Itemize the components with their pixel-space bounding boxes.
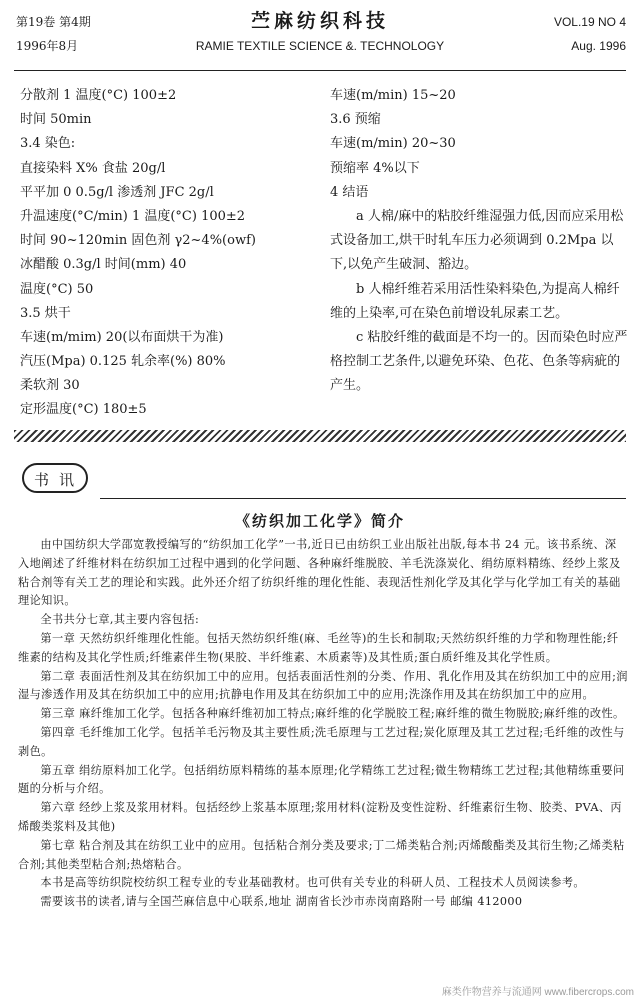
chapter-paragraph: 第二章 表面活性剂及其在纺织加工中的应用。包括表面活性剂的分类、作用、乳化作用及其在纺织加工中的应用;润湿与渗透作用及其在纺织加工中的应用;抗静电作用及其在纺织加工中的应用;洗涤作用及其在纺织加工中的应用。 xyxy=(18,669,628,702)
process-line: 柔软剂 30 xyxy=(20,378,80,394)
process-line: 平平加 0 0.5g/l 渗透剂 JFC 2g/l xyxy=(20,184,214,200)
book-paragraph: 全书共分七章,其主要内容包括: xyxy=(40,613,200,627)
section-divider-band xyxy=(14,430,626,442)
process-line: 冰醋酸 0.3g/l 时间(mm) 40 xyxy=(20,257,187,273)
journal-header xyxy=(0,0,640,72)
chapter-paragraph: 第六章 经纱上浆及浆用材料。包括经纱上浆基本原理;浆用材料(淀粉及变性淀粉、纤维素衍生物、胶类、PVA、丙烯酸类浆料及其他) xyxy=(18,801,623,833)
process-line: 预缩率 4%以下 xyxy=(330,160,420,176)
right-column xyxy=(330,84,630,399)
contact-paragraph: 需要该书的读者,请与全国苎麻信息中心联系,地址 湖南省长沙市赤岗南路附一号 邮编 412000 xyxy=(40,895,523,909)
conclusion-paragraph: a 人棉/麻中的粘胶纤维湿强力低,因而应采用松式设备加工,烘干时轧车压力必须调到 0.2Mpa 以下,以免产生破洞、豁边。 xyxy=(330,208,624,273)
process-line: 车速(m/min) 20~30 xyxy=(330,136,456,152)
chapter-paragraph: 第七章 粘合剂及其在纺织工业中的应用。包括粘合剂分类及要求;丁二烯类粘合剂;丙烯酸酯类及其衍生物;乙烯类粘合剂;其他类型粘合剂;热熔粘合。 xyxy=(18,838,625,871)
journal-title-en: RAMIE TEXTILE SCIENCE &. TECHNOLOGY xyxy=(195,39,445,53)
process-line: 车速(m/min) 15~20 xyxy=(330,88,456,103)
process-line: 分散剂 1 温度(°C) 100±2 xyxy=(20,88,177,103)
volume-en: VOL.19 NO 4 xyxy=(553,15,626,29)
process-line: 直接染料 X% 食盐 20g/l xyxy=(20,160,166,176)
process-line: 时间 50min xyxy=(20,112,92,128)
section-heading: 3.4 染色: xyxy=(20,136,76,152)
process-line: 定形温度(°C) 180±5 xyxy=(20,402,147,418)
book-notice-title: 《纺织加工化学》简介 xyxy=(234,512,405,530)
process-line: 温度(°C) 50 xyxy=(20,281,94,297)
process-line: 车速(m/mim) 20(以布面烘干为准) xyxy=(20,329,224,345)
conclusion-heading: 4 结语 xyxy=(330,184,369,200)
date-en: Aug. 1996 xyxy=(571,39,626,53)
journal-title-cn: 苎麻纺织科技 xyxy=(250,10,389,32)
book-paragraph: 本书是高等纺织院校纺织工程专业的专业基础教材。也可供有关专业的科研人员、工程技术人员阅读参考。 xyxy=(40,876,586,890)
chapter-paragraph: 第三章 麻纤维加工化学。包括各种麻纤维初加工特点;麻纤维的化学脱胶工程;麻纤维的微生物脱胶;麻纤维的改性。 xyxy=(40,707,625,721)
process-line: 汽压(Mpa) 0.125 轧余率(%) 80% xyxy=(20,354,226,370)
book-notice-body xyxy=(18,536,628,912)
section-heading: 3.5 烘干 xyxy=(20,305,71,321)
chapter-paragraph: 第四章 毛纤维加工化学。包括羊毛污物及其主要性质;洗毛原理与工艺过程;炭化原理及其工艺过程;毛纤维的改性与剥色。 xyxy=(18,725,625,758)
process-line: 时间 90~120min 固色剂 γ2~4%(owf) xyxy=(20,233,256,249)
book-paragraph: 由中国纺织大学邵宽教授编写的“纺织加工化学”一书,近日已由纺织工业出版社出版,每本书 24 元。该书系统、深入地阐述了纤维材料在纺织加工过程中遇到的化学问题、各种麻纤维脱胶、羊毛洗涤炭化、绢纺原料精练、经纱上浆及粘合剂等有关工艺的理论和实践。此外还介绍了纺织纤维的理化性能、表现活性剂化学及其化学与化学加工有关的基础理论知识。 xyxy=(18,538,621,608)
left-column xyxy=(20,84,320,423)
chapter-paragraph: 第一章 天然纺织纤维理化性能。包括天然纺织纤维(麻、毛丝等)的生长和制取;天然纺织纤维的力学和物理性能;纤维素的结构及其化学性质;纤维素伴生物(果胶、半纤维素、木质素等)及其性质;蛋白质纤维及其化学性质。 xyxy=(18,631,619,664)
header-left xyxy=(16,10,91,58)
header-center xyxy=(150,6,490,53)
conclusion-paragraph: b 人棉纤维若采用活性染料染色,为提高人棉纤维的上染率,可在染色前增设轧尿素工艺。 xyxy=(330,281,620,321)
book-news-rule xyxy=(100,498,626,499)
header-rule xyxy=(14,70,626,71)
conclusion-paragraph: c 粘胶纤维的截面是不均一的。因而染色时应严格控制工艺条件,以避免环染、色花、色条等病疵的产生。 xyxy=(330,329,628,394)
process-line: 升温速度(°C/min) 1 温度(°C) 100±2 xyxy=(20,208,246,224)
volume-cn: 第19卷 第4期 xyxy=(16,15,91,29)
date-cn: 1996年8月 xyxy=(16,39,79,53)
chapter-paragraph: 第五章 绢纺原料加工化学。包括绢纺原料精练的基本原理;化学精练工艺过程;微生物精练工艺过程;其他精练重要问题的分析与介绍。 xyxy=(18,763,625,796)
header-right xyxy=(554,10,626,58)
section-heading: 3.6 预缩 xyxy=(330,112,381,128)
watermark: 麻类作物营养与流通网 www.fibercrops.com xyxy=(441,987,634,998)
book-news-tag: 书讯 xyxy=(22,463,88,493)
